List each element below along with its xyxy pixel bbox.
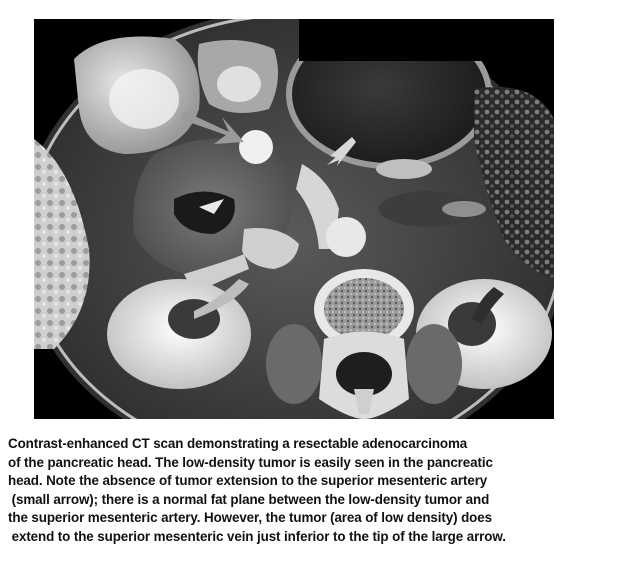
caption-line: head. Note the absence of tumor extension to the superior mesenteric artery (8, 473, 488, 489)
caption-line: of the pancreatic head. The low-density tumor is easily seen in the pancreatic (8, 454, 493, 470)
caption-line: extend to the superior mesenteric vein just inferior to the tip of the large arrow. (8, 528, 506, 544)
figure-caption (8, 435, 616, 547)
caption-line: the superior mesenteric artery. However, the tumor (area of low density) does (8, 510, 492, 526)
caption-line: Contrast-enhanced CT scan demonstrating a resectable adenocarcinoma (8, 436, 468, 451)
ct-scan-image (34, 19, 554, 419)
ct-scan-illustration (34, 19, 554, 419)
caption-line: (small arrow); there is a normal fat plane between the low-density tumor and (8, 491, 490, 507)
